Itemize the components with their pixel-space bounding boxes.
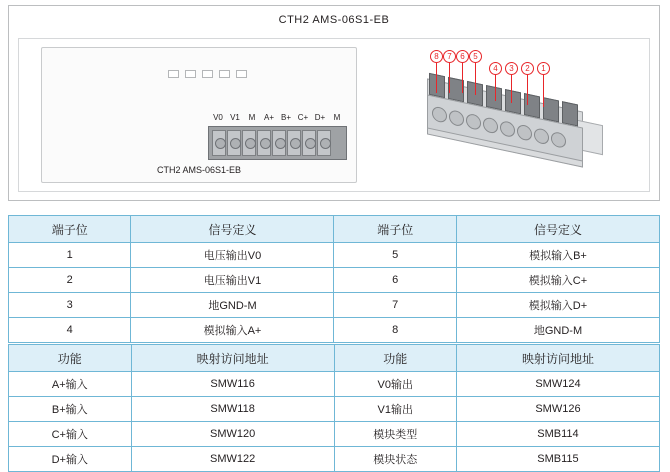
table-cell: SMB114 [456,422,659,447]
connector-screw [551,130,566,148]
callout-leader [449,63,450,93]
table-cell: C+输入 [9,422,132,447]
table-row [9,372,660,397]
led-indicator [168,70,179,78]
terminal-screw [302,130,316,156]
table-row [9,422,660,447]
table-cell: 模块状态 [334,447,456,472]
table-header-row [9,216,660,243]
terminal-label: V1 [230,113,240,122]
device-panel [8,5,660,201]
table-cell: 地GND-M [131,293,334,318]
callout-leader [495,75,496,101]
table-row [9,293,660,318]
table-cell: SMB115 [456,447,659,472]
table-cell: 模拟输入D+ [456,293,659,318]
table-row [9,318,660,343]
callout-5: 5 [469,50,482,63]
callout-leader [436,63,437,93]
callout-4: 4 [489,62,502,75]
connector-screw [449,109,464,127]
table-cell: SMW116 [131,372,334,397]
table-cell: 5 [334,243,456,268]
table-cell: 3 [9,293,131,318]
table-cell: SMW126 [456,397,659,422]
table-cell: SMW118 [131,397,334,422]
table-cell: 电压输出V0 [131,243,334,268]
table-row [9,268,660,293]
table-cell: V1输出 [334,397,456,422]
callout-7: 7 [443,50,456,63]
terminal-label: D+ [314,113,326,122]
column-header: 端子位 [9,216,131,243]
terminal-screw [317,130,331,156]
table-cell: 模拟输入A+ [131,318,334,343]
callout-leader [462,63,463,93]
table-cell: D+输入 [9,447,132,472]
callout-1: 1 [537,62,550,75]
table-cell: V0输出 [334,372,456,397]
table-cell: B+输入 [9,397,132,422]
callout-leader [527,75,528,105]
connector-screw [500,119,515,137]
table-cell: 模拟输入B+ [456,243,659,268]
terminal-label: M [248,113,256,122]
terminal-label: B+ [280,113,291,122]
callout-3: 3 [505,62,518,75]
table-row [9,243,660,268]
terminal-screw [287,130,301,156]
led-indicator [236,70,247,78]
connector-screw [517,123,532,141]
connector-screw [483,116,498,134]
module-caption: CTH2 AMS-06S1-EB [156,165,242,175]
led-indicator [219,70,230,78]
callout-leader [543,75,544,107]
table-cell: 地GND-M [456,318,659,343]
table-header-row [9,345,660,372]
connector-screw [466,112,481,130]
table-cell: SMW124 [456,372,659,397]
table-cell: 电压输出V1 [131,268,334,293]
terminal-screw [257,130,271,156]
table-cell: 模块类型 [334,422,456,447]
terminal-screw [272,130,286,156]
callout-8: 8 [430,50,443,63]
callout-2: 2 [521,62,534,75]
table-cell: 2 [9,268,131,293]
table-cell: 8 [334,318,456,343]
led-indicator-row [168,70,247,78]
terminal-connector-block [208,126,347,160]
table-row [9,447,660,472]
column-header: 端子位 [334,216,456,243]
table-row [9,397,660,422]
table-cell: 4 [9,318,131,343]
terminal-screw [227,130,241,156]
column-header: 信号定义 [456,216,659,243]
callout-6: 6 [456,50,469,63]
column-header: 映射访问地址 [131,345,334,372]
table-cell: 模拟输入C+ [456,268,659,293]
terminal-definition-table [8,215,660,343]
connector-screw [534,127,549,145]
module-front-view [41,47,357,183]
terminal-label: V0 [213,113,223,122]
table-cell: 7 [334,293,456,318]
terminal-label-row [211,113,344,122]
terminal-label: A+ [263,113,274,122]
table-cell: A+输入 [9,372,132,397]
led-indicator [185,70,196,78]
connector-screw [432,105,447,123]
terminal-label: C+ [297,113,309,122]
table-cell: 6 [334,268,456,293]
table-cell: 1 [9,243,131,268]
column-header: 映射访问地址 [456,345,659,372]
column-header: 功能 [334,345,456,372]
led-indicator [202,70,213,78]
device-illustration-area [18,38,650,192]
column-header: 功能 [9,345,132,372]
terminal-label: M [333,113,341,122]
terminal-screw [242,130,256,156]
table-cell: SMW122 [131,447,334,472]
table-cell: SMW120 [131,422,334,447]
connector-photo [411,49,621,181]
column-header: 信号定义 [131,216,334,243]
mapping-address-table [8,344,660,472]
callout-leader [511,75,512,103]
terminal-screw [212,130,226,156]
device-title: CTH2 AMS-06S1-EB [278,14,390,26]
callout-leader [475,63,476,95]
